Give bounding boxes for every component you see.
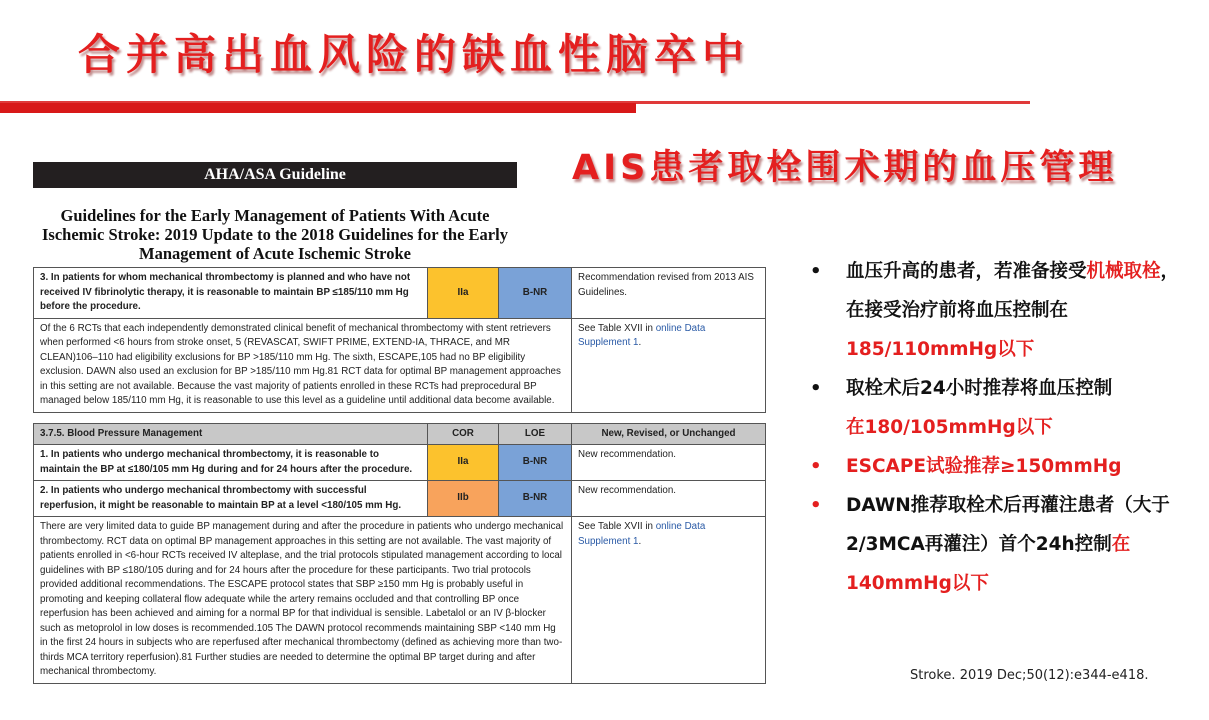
table-row (34, 517, 766, 684)
bullet-item (810, 252, 1190, 369)
guideline-excerpt (33, 162, 765, 684)
recommendation-text: 2. In patients who undergo mechanical thrombectomy with successful reperfusion, it might be reasonable to maintain BP at a level <180/105 mm Hg. (34, 481, 428, 517)
slide-title: 合并高出血风险的缺血性脑卒中 (78, 30, 751, 79)
supplement-ref-prefix: See Table XVII in (578, 322, 656, 334)
guideline-title: Guidelines for the Early Management of Patients With Acute Ischemic Stroke: 2019 Update to the 2018 Guidelines for the Early Management of Acute Ischemic Stroke (42, 206, 508, 263)
bullet-item (810, 447, 1190, 486)
loe-cell: B-NR (499, 268, 572, 319)
citation: Stroke. 2019 Dec;50(12):e344-e418. (910, 668, 1149, 683)
status-cell: Recommendation revised from 2013 AIS Guidelines. (572, 268, 766, 319)
bullet-dot: • (810, 378, 822, 399)
bullet-item (810, 369, 1190, 447)
cor-cell: IIa (428, 445, 499, 481)
bullet-item (810, 486, 1190, 603)
supporting-text: There are very limited data to guide BP management during and after the procedure in patients who undergo mechanical thrombectomy. RCT data on optimal BP management approaches in this setting are not available. The vast majority of patients enrolled in <6-hour RCTs received IV alteplase, and the trial protocols stipulated management according to local guidelines with BP ≤180/105 during and for 24 hours after the procedure for these participants. Two trial protocols provided additional recommendations. The ESCAPE protocol states that SBP ≥150 mm Hg is probably useful in promoting and keeping collateral flow adequate while the artery remains occluded and that controlling BP once reperfusion has been achieved and aiming for a normal BP for that individual is sensible. Labetalol or an IV β-blocker such as metoprolol in low doses is recommended.105 The DAWN protocol recommends maintaining SBP <140 mm Hg in the first 24 hours in subjects who are reperfused after mechanical thrombectomy (defined as achieving more than two-thirds MCA territory reperfusion).81 Further studies are needed to determine the optimal BP target during and after mechanical thrombectomy. (34, 517, 572, 684)
loe-cell: B-NR (499, 445, 572, 481)
supplement-ref-prefix: See Table XVII in (578, 521, 656, 532)
recommendation-text: 1. In patients who undergo mechanical thrombectomy, it is reasonable to maintain the BP at ≤180/105 mm Hg during and for 24 hours after the procedure. (34, 445, 428, 481)
cor-cell: IIa (428, 268, 499, 319)
section-header: 3.7.5. Blood Pressure Management (34, 423, 428, 445)
bullet-text: 取栓术后24小时推荐将血压控制 (846, 378, 1113, 399)
slide-subtitle: AIS患者取栓围术期的血压管理 (572, 148, 1118, 188)
bullet-dot: • (810, 495, 822, 516)
status-cell: New recommendation. (572, 445, 766, 481)
loe-header: LOE (499, 423, 572, 445)
bullet-text: DAWN推荐取栓术后再灌注患者（大于2/3MCA再灌注）首个24h控制 (846, 495, 1170, 555)
key-points-list (810, 252, 1190, 603)
status-header: New, Revised, or Unchanged (572, 423, 766, 445)
title-divider-thick (0, 103, 636, 113)
supporting-text: Of the 6 RCTs that each independently demonstrated clinical benefit of mechanical thrombectomy with stent retrievers when performed <6 hours from stroke onset, 5 (REVASCAT, SWIFT PRIME, EXTEND-IA, THRACE, and MR CLEAN)106–110 had eligibility exclusions for BP >185/110 mm Hg. The sixth, ESCAPE,105 had no BP eligibility exclusion. DAWN also used an exclusion for BP >185/110 mm Hg.81 RCT data for optimal BP management approaches in this setting are not available. Because the vast majority of patients enrolled in these RCTs had preprocedural BP managed below 185/110 mm Hg, it is reasonable to use this level as a guideline until additional data become available. (34, 318, 572, 412)
supplement-ref (572, 517, 766, 684)
supplement-link[interactable]: online Data Supplement 1 (578, 322, 706, 348)
table-header-row (34, 423, 766, 445)
bullet-highlight: 在140mmHg以下 (846, 534, 1131, 594)
supplement-link[interactable]: online Data Supplement 1 (578, 521, 706, 547)
recommendation-text: 3. In patients for whom mechanical thrombectomy is planned and who have not received IV fibrinolytic therapy, it is reasonable to maintain BP ≤185/110 mm Hg before the procedure. (34, 268, 428, 319)
table-row (34, 445, 766, 481)
table-row (34, 318, 766, 412)
bullet-highlight: 机械取栓 (1086, 261, 1161, 282)
table-row (34, 268, 766, 319)
cor-header: COR (428, 423, 499, 445)
cor-cell: IIb (428, 481, 499, 517)
status-cell: New recommendation. (572, 481, 766, 517)
bullet-text: ，在接受治疗前将血压控制在 (846, 261, 1180, 321)
table-row (34, 481, 766, 517)
loe-cell: B-NR (499, 481, 572, 517)
bullet-dot: • (810, 261, 822, 282)
bullet-text: ESCAPE试验推荐≥150mmHg (846, 456, 1122, 477)
supplement-ref (572, 318, 766, 412)
bullet-text: 血压升高的患者，若准备接受 (846, 261, 1087, 282)
bullet-highlight: 在180/105mmHg以下 (846, 417, 1053, 438)
bullet-dot: • (810, 456, 822, 477)
guideline-banner: AHA/ASA Guideline (33, 162, 517, 188)
supplement-ref-suffix: . (638, 535, 642, 547)
recommendation-table-1 (33, 267, 766, 413)
bullet-highlight: 185/110mmHg以下 (846, 339, 1035, 360)
supplement-ref-suffix: . (638, 337, 642, 348)
recommendation-table-2 (33, 423, 766, 684)
